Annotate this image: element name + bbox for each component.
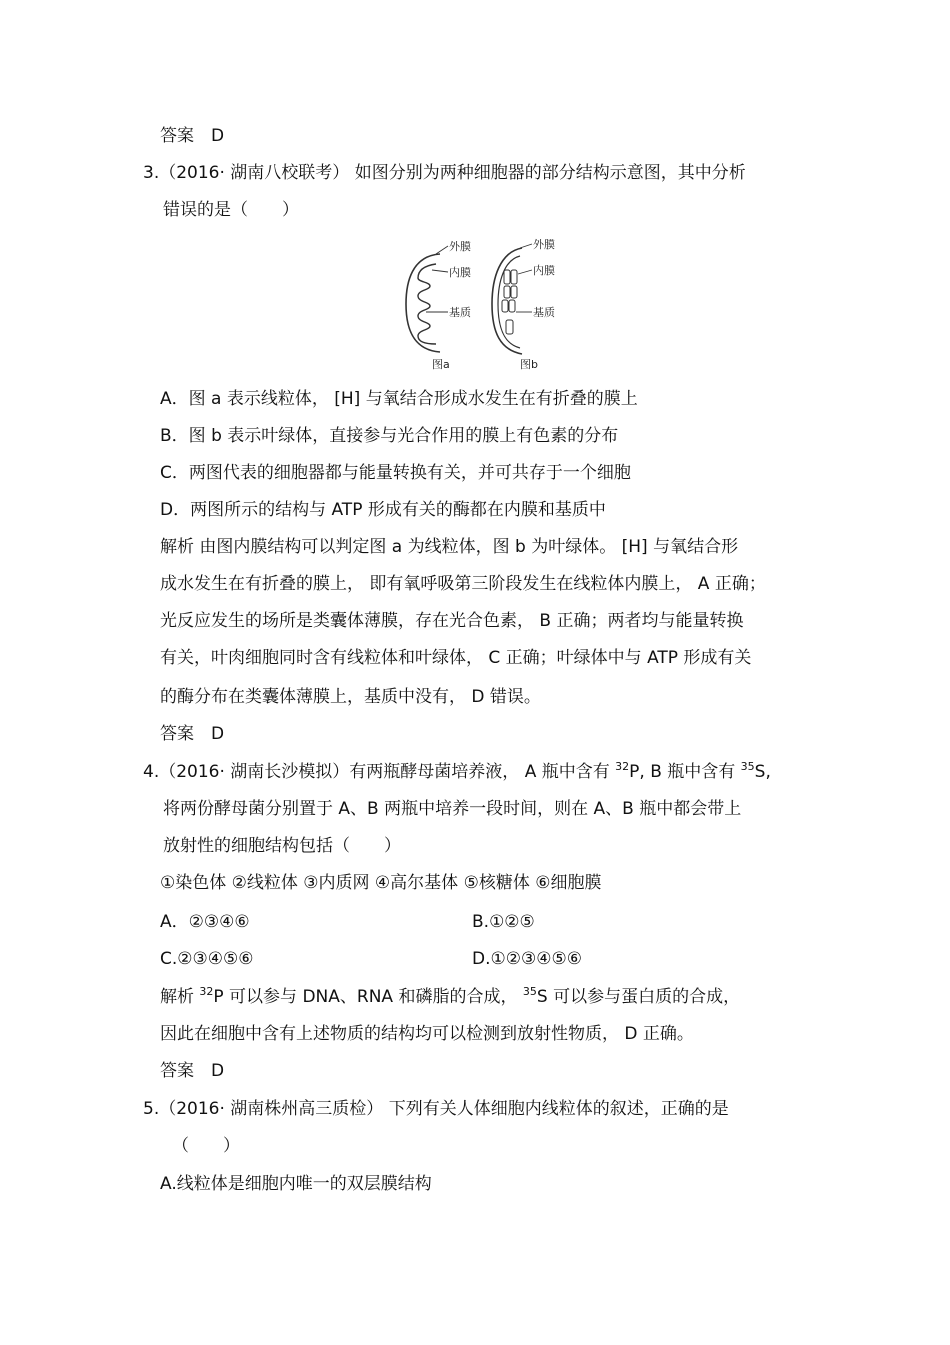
q3-analysis-line3: 光反应发生的场所是类囊体薄膜，存在光合色素， B 正确；两者均与能量转换 [160,611,744,631]
q3-analysis-line5: 的酶分布在类囊体薄膜上，基质中没有， D 错误。 [160,687,541,707]
q4-stem-line1 [143,760,771,784]
q5-option-a: A.线粒体是细胞内唯一的双层膜结构 [160,1174,432,1194]
q4-answer: 答案 D [160,1061,225,1081]
q4-stem-part1: 4.（2016· 湖南长沙模拟）有两瓶酵母菌培养液， A 瓶中含有 [143,762,616,782]
q4-analysis-s-mass: 35 [522,985,537,998]
fig-a-outer-label: 外膜 [449,240,471,253]
q5-stem-line1: 5.（2016· 湖南株州高三质检） 下列有关人体细胞内线粒体的叙述，正确的是 [143,1099,729,1119]
q4-stem-part2: P, B 瓶中含有 [629,762,741,782]
fig-a-matrix-label: 基质 [449,306,471,319]
q4-stem-line2: 将两份酵母菌分别置于 A、B 两瓶中培养一段时间，则在 A、B 瓶中都会带上 [163,799,742,819]
q3-analysis-line4: 有关，叶肉细胞同时含有线粒体和叶绿体， C 正确；叶绿体中与 ATP 形成有关 [160,648,752,668]
q4-stem-part3: S, [754,762,771,782]
q3-stem-line2: 错误的是（ ） [163,200,299,220]
q5-stem-line2: （ ） [172,1136,240,1156]
q4-analysis-part2: P 可以参与 DNA、RNA 和磷脂的合成， [213,987,523,1007]
q4-analysis-line1 [160,985,740,1009]
organelle-figure [396,232,566,374]
organelle-diagram [396,232,566,374]
q4-option-a: A．②③④⑥ [160,912,250,932]
fig-b-caption: 图b [520,358,538,371]
q2-answer: 答案 D [160,126,225,146]
fig-a-caption: 图a [432,358,450,371]
q4-analysis-part1: 解析 [160,987,200,1007]
q4-option-c: C.②③④⑤⑥ [160,949,254,969]
q3-analysis-line1: 解析 由图内膜结构可以判定图 a 为线粒体，图 b 为叶绿体。 [H] 与氧结合形 [160,537,739,557]
q4-option-b: B.①②⑤ [472,912,535,932]
q4-option-d: D.①②③④⑤⑥ [472,949,582,969]
q4-items: ①染色体 ②线粒体 ③内质网 ④高尔基体 ⑤核糖体 ⑥细胞膜 [160,873,602,893]
q4-stem-line3: 放射性的细胞结构包括（ ） [163,836,401,856]
q3-stem-line1: 3.（2016· 湖南八校联考） 如图分别为两种细胞器的部分结构示意图，其中分析 [143,163,746,183]
mito-inner-membrane-cristae [418,264,436,344]
q4-isotope-p-mass: 32 [615,760,630,773]
q4-analysis-p-mass: 32 [199,985,214,998]
q4-analysis-part3: S 可以参与蛋白质的合成， [536,987,741,1007]
q3-analysis-line2: 成水发生在有折叠的膜上， 即有氧呼吸第三阶段发生在线粒体内膜上， A 正确； [160,574,766,594]
q4-isotope-s-mass: 35 [740,760,755,773]
q3-option-a: A．图 a 表示线粒体， [H] 与氧结合形成水发生在有折叠的膜上 [160,389,638,409]
fig-b-inner-label: 内膜 [533,264,555,277]
q3-option-b: B．图 b 表示叶绿体，直接参与光合作用的膜上有色素的分布 [160,426,619,446]
q3-option-c: C．两图代表的细胞器都与能量转换有关，并可共存于一个细胞 [160,463,631,483]
fig-a-inner-label: 内膜 [449,266,471,279]
q4-analysis-line2: 因此在细胞中含有上述物质的结构均可以检测到放射性物质， D 正确。 [160,1024,694,1044]
q3-answer: 答案 D [160,724,225,744]
fig-b-matrix-label: 基质 [533,306,555,319]
fig-b-outer-label: 外膜 [533,238,555,251]
q3-option-d: D．两图所示的结构与 ATP 形成有关的酶都在内膜和基质中 [160,500,606,520]
